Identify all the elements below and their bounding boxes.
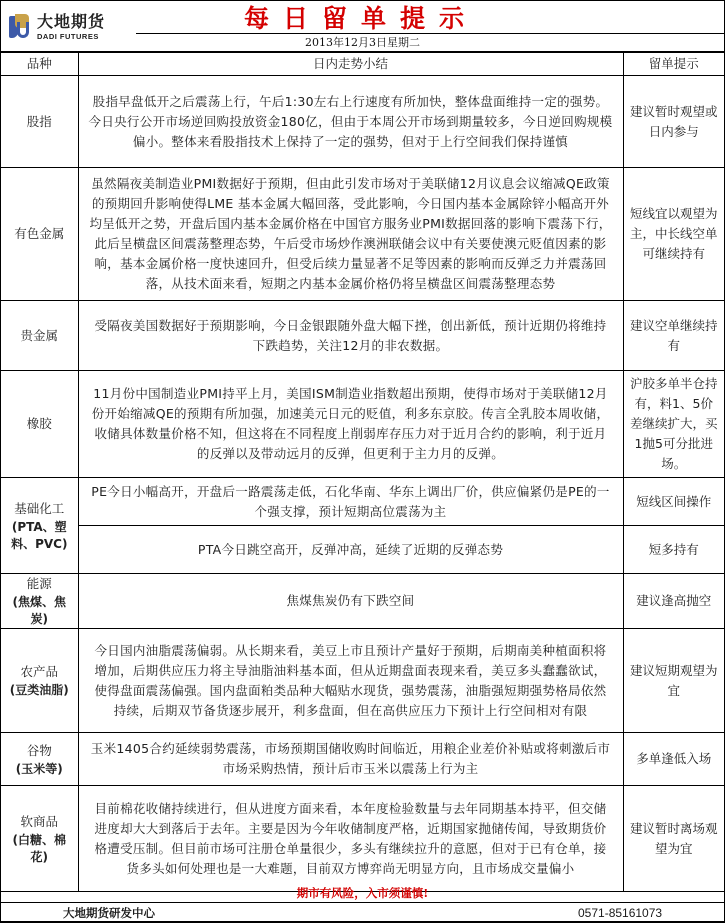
table-row [1, 478, 724, 526]
variety-cell [1, 629, 78, 733]
report-date: 2013年12月3日星期二 [305, 36, 420, 49]
summary-cell: 11月份中国制造业PMI持平上月，美国ISM制造业指数超出预期，使得市场对于美联储12月份开始缩减QE的预期有所加强，加速美元日元的贬值，利多东京胶。传言全乳胶本周收储，收储具体数量价格不知，但这将在不同程度上削弱库存压力对于近月合约的影响，利于近月的反弹以及带动远月的反弹，但更利于主力月的反弹。 [78, 371, 623, 478]
column-header-advice: 留单提示 [623, 53, 724, 76]
variety-name: 谷物 [26, 742, 52, 758]
variety-cell: 有色金属 [1, 168, 78, 301]
variety-name: 基础化工 [14, 500, 65, 516]
report-title: 每日留单提示 [243, 4, 478, 33]
table-row [1, 526, 724, 574]
table-row [1, 301, 724, 371]
table-row [1, 574, 724, 629]
advice-cell: 多单逢低入场 [623, 733, 724, 786]
advice-cell: 短线宜以观望为主，中长线空单可继续持有 [623, 168, 724, 301]
variety-subtitle: (豆类油脂) [9, 683, 69, 697]
advice-cell: 沪胶多单半仓持有，料1、5价差继续扩大，买1抛5可分批进场。 [623, 371, 724, 478]
variety-subtitle: (白糖、棉花) [12, 832, 66, 864]
variety-cell [1, 733, 78, 786]
contact-phone: 0571-85161073 [578, 906, 663, 920]
summary-cell: 焦煤焦炭仍有下跌空间 [78, 574, 623, 629]
report-header [1, 1, 724, 52]
table-row [1, 733, 724, 786]
table-header-row [1, 53, 724, 76]
variety-subtitle: (玉米等) [15, 761, 63, 776]
footer-info [1, 903, 724, 923]
variety-name: 农产品 [20, 664, 58, 679]
advice-cell: 建议空单继续持有 [623, 301, 724, 371]
summary-cell: 目前棉花收储持续进行，但从进度方面来看，本年度检验数量与去年同期基本持平，但交储进度却大大到落后于去年。主要是因为今年收储制度严格，近期国家抛储传闻，导致期货价格遭受压制。但目前市场可注册仓单量很少，多头有继续拉升的意愿，但对于已有仓单，接货多头如何处理也是一大难题，目前双方博弈尚无明显方向，且市场成交量偏小 [78, 786, 623, 892]
variety-name: 能源 [26, 576, 52, 591]
table-row [1, 786, 724, 892]
title-divider [136, 33, 724, 34]
summary-cell: 受隔夜美国数据好于预期影响，今日金银跟随外盘大幅下挫，创出新低，预计近期仍将维持下跌趋势，关注12月的非农数据。 [78, 301, 623, 371]
advice-cell: 建议逢高抛空 [623, 574, 724, 629]
risk-warning: 期市有风险，入市须谨慎! [1, 883, 724, 903]
variety-name: 软商品 [20, 813, 58, 829]
table-row [1, 629, 724, 733]
variety-cell [1, 478, 78, 574]
summary-cell: PE今日小幅高开，开盘后一路震荡走低，石化华南、华东上调出厂价，供应偏紧仍是PE的一个强支撑，预计短期高位震荡为主 [78, 478, 623, 526]
logo-name-en: DADI FUTURES [37, 31, 99, 41]
summary-cell: 虽然隔夜美制造业PMI数据好于预期，但由此引发市场对于美联储12月议息会议缩减QE政策的预期回升影响使得LME 基本金属大幅回落，受此影响，今日国内基本金属除锌小幅高开外均呈低开之势，开盘后国内基本金属价格在中国官方服务业PMI数据回落的影响下震荡下行，此后呈横盘区间震荡整理态势，午后受市场炒作澳洲联储会议中有关要使澳元贬值因素的影响，基本金属价格一度快速回升，但受后续力量显著不足等因素的影响而反弹乏力并震荡回落，从技术面来看，短期之内基本金属价格仍将呈横盘区间震荡整理态势 [78, 168, 623, 301]
variety-subtitle: (PTA、塑料、PVC) [11, 519, 68, 551]
summary-cell: 今日国内油脂震荡偏弱。从长期来看，美豆上市且预计产量好于预期，后期南美种植面积将增加，后期供应压力将主导油脂油料基本面，但从近期盘面表现来看，美豆多头蠢蠢欲试，使得盘面震荡偏强。国内盘面粕类品种大幅贴水现货，强势震荡，油脂强短期强势格局依然持续，后期双节备货逐步展开，利多盘面，但在高供应压力下预计上行空间相对有限 [78, 629, 623, 733]
variety-cell: 贵金属 [1, 301, 78, 371]
table-row [1, 168, 724, 301]
table-row [1, 371, 724, 478]
logo-name-cn: 大地期货 [37, 11, 106, 31]
summary-cell: 股指早盘低开之后震荡上行，午后1:30左右上行速度有所加快，整体盘面维持一定的强势。今日央行公开市场逆回购投放资金180亿，但由于本周公开市场到期量较多，今日逆回购规模偏小。整体来看股指技术上保持了一定的强势，但对于上行空间我们保持谨慎 [78, 76, 623, 168]
advice-cell: 建议暂时观望或日内参与 [623, 76, 724, 168]
variety-cell [1, 574, 78, 629]
department-name: 大地期货研发中心 [63, 906, 155, 920]
advice-cell: 短多持有 [623, 526, 724, 574]
advice-cell: 建议暂时离场观望为宜 [623, 786, 724, 892]
advice-cell: 短线区间操作 [623, 478, 724, 526]
column-header-variety: 品种 [1, 53, 78, 76]
table-row [1, 76, 724, 168]
advice-table [1, 52, 724, 892]
summary-cell: 玉米1405合约延续弱势震荡，市场预期国储收购时间临近，用粮企业差价补贴或将刺激后市市场采购热情，预计后市玉米以震荡上行为主 [78, 733, 623, 786]
variety-cell: 股指 [1, 76, 78, 168]
summary-cell: PTA今日跳空高开，反弹冲高，延续了近期的反弹态势 [78, 526, 623, 574]
column-header-summary: 日内走势小结 [78, 53, 623, 76]
variety-subtitle: (焦煤、焦炭) [12, 595, 66, 626]
advice-cell: 建议短期观望为宜 [623, 629, 724, 733]
variety-cell: 橡胶 [1, 371, 78, 478]
variety-cell [1, 786, 78, 892]
